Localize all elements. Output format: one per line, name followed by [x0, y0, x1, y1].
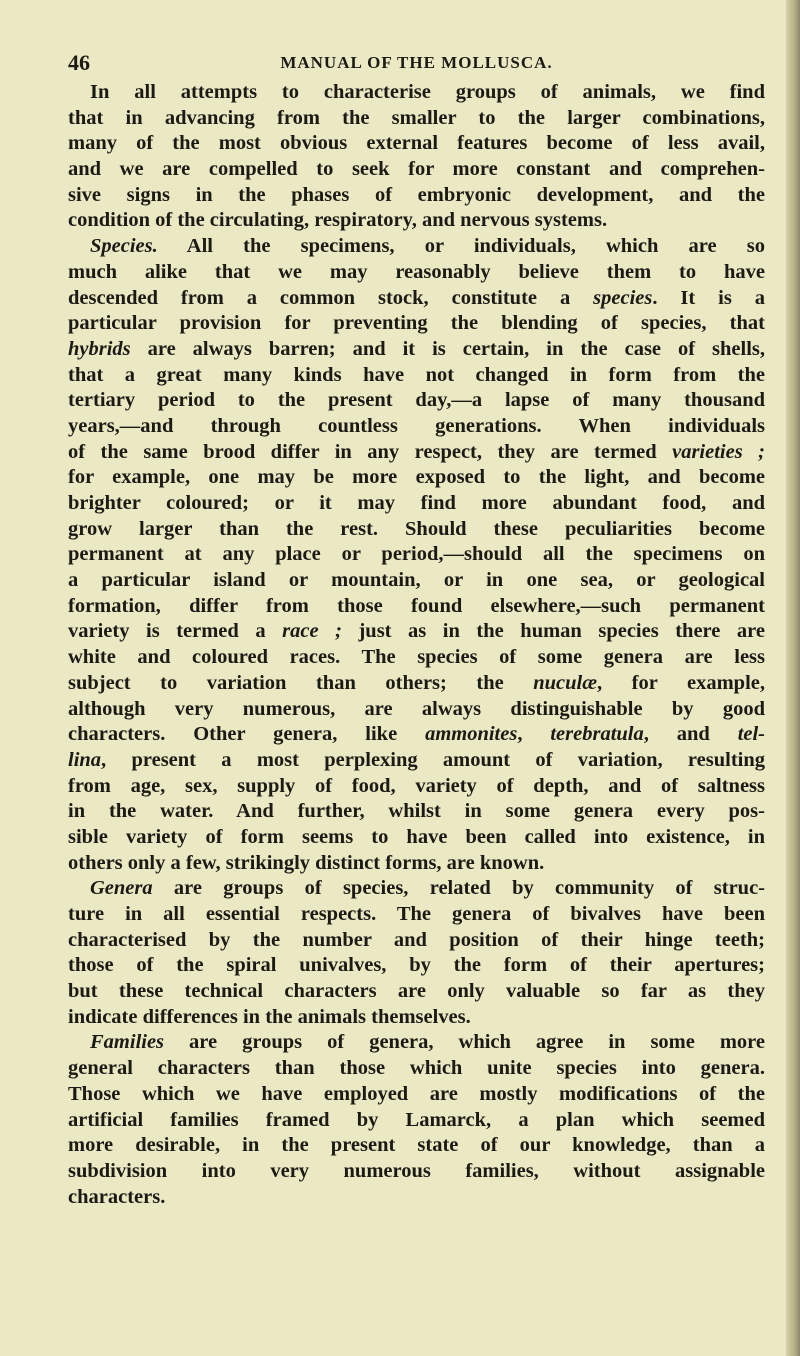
text-line	[68, 388, 765, 414]
text-line	[68, 465, 765, 491]
text-line	[68, 774, 765, 800]
text-segment: others only a few, strikingly distinct forms, are known.	[68, 851, 545, 874]
text-segment: a particular island or mountain, or in one sea, or geological	[68, 569, 765, 592]
italic-term: tel-	[737, 723, 765, 746]
text-segment: characters. Other genera, like	[68, 723, 426, 746]
italic-term: varieties ;	[672, 440, 765, 463]
text-line	[68, 799, 765, 825]
italic-term: terebratula	[550, 723, 644, 746]
text-segment: descended from a common stock, constitute a	[68, 286, 594, 309]
text-segment: are groups of genera, which agree in some more	[164, 1031, 765, 1054]
text-line	[68, 1056, 765, 1082]
text-line	[68, 1030, 765, 1056]
text-segment: that in advancing from the smaller to the larger combinations,	[68, 106, 765, 129]
page-number: 46	[68, 50, 90, 75]
text-segment: indicate differences in the animals themselves.	[68, 1005, 471, 1028]
text-line	[68, 414, 765, 440]
text-segment: although very numerous, are always distinguishable by good	[68, 697, 765, 720]
text-line	[68, 337, 765, 363]
text-segment: , present a most perplexing amount of variation, resulting	[101, 748, 765, 771]
text-segment: white and coloured races. The species of some genera are less	[68, 646, 765, 669]
text-segment: sible variety of form seems to have been called into existence, in	[68, 825, 765, 848]
text-line	[68, 902, 765, 928]
text-line	[68, 979, 765, 1005]
text-segment: those of the spiral univalves, by the form of their apertures;	[68, 954, 765, 977]
text-segment: variety is termed a	[68, 620, 283, 643]
text-segment: sive signs in the phases of embryonic development, and the	[68, 183, 765, 206]
text-segment: more desirable, in the present state of our knowledge, than a	[68, 1134, 765, 1157]
text-segment: , for example,	[597, 671, 765, 694]
text-segment: characters.	[68, 1185, 166, 1208]
italic-term: species	[593, 286, 653, 309]
text-segment: tertiary period to the present day,—a lapse of many thousand	[68, 389, 765, 412]
italic-term: race ;	[282, 620, 342, 643]
text-segment: In all attempts to characterise groups of animals, we find	[90, 81, 765, 103]
text-line	[68, 286, 765, 312]
text-line	[68, 876, 765, 902]
text-line	[68, 594, 765, 620]
text-line	[68, 568, 765, 594]
text-line	[68, 1082, 765, 1108]
running-title: MANUAL OF THE MOLLUSCA.	[280, 53, 553, 72]
text-line	[68, 80, 765, 106]
text-segment: in the water. And further, whilst in some genera every pos-	[68, 800, 765, 823]
text-line	[68, 1005, 765, 1031]
text-segment: that a great many kinds have not changed in form from the	[68, 363, 765, 386]
text-segment: are groups of species, related by community of struc-	[152, 877, 765, 900]
italic-term: Genera	[90, 877, 153, 900]
text-line	[68, 157, 765, 183]
text-segment: for example, one may be more exposed to the light, and become	[68, 466, 765, 489]
page-header	[68, 50, 765, 80]
text-line	[68, 619, 765, 645]
text-segment: much alike that we may reasonably believe them to have	[68, 260, 765, 283]
text-segment: , and	[643, 723, 738, 746]
text-line	[68, 953, 765, 979]
italic-term: ammonites	[425, 723, 518, 746]
text-segment: Those which we have employed are mostly modifications of the	[68, 1082, 765, 1105]
text-line	[68, 131, 765, 157]
text-line	[68, 106, 765, 132]
text-segment: ,	[517, 723, 551, 746]
text-line	[68, 928, 765, 954]
text-segment: artificial families framed by Lamarck, a plan which seemed	[68, 1108, 765, 1131]
text-segment: formation, differ from those found elsewhere,—such permanent	[68, 594, 765, 617]
text-segment: from age, sex, supply of food, variety of depth, and of saltness	[68, 774, 765, 797]
text-line	[68, 748, 765, 774]
text-segment: of the same brood differ in any respect, they are termed	[68, 440, 673, 463]
text-line	[68, 234, 765, 260]
text-segment: particular provision for preventing the blending of species, that	[68, 312, 765, 335]
text-line	[68, 440, 765, 466]
text-line	[68, 722, 765, 748]
italic-term: nuculæ	[533, 671, 598, 694]
text-line	[68, 1159, 765, 1185]
text-line	[68, 311, 765, 337]
text-line	[68, 542, 765, 568]
text-segment: subdivision into very numerous families, without assignable	[68, 1159, 765, 1182]
text-line	[68, 697, 765, 723]
text-line	[68, 208, 765, 234]
text-segment: All the specimens, or individuals, which are so	[157, 235, 765, 258]
text-line	[68, 260, 765, 286]
text-line	[68, 1185, 765, 1211]
text-segment: permanent at any place or period,—should all the specimens on	[68, 543, 765, 566]
text-segment: but these technical characters are only valuable so far as they	[68, 980, 765, 1003]
text-line	[68, 825, 765, 851]
text-line	[68, 1133, 765, 1159]
text-segment: characterised by the number and position of their hinge teeth;	[68, 928, 765, 951]
text-line	[68, 851, 765, 877]
italic-term: lina	[68, 748, 102, 771]
italic-term: Species.	[90, 235, 158, 258]
text-segment: and we are compelled to seek for more constant and comprehen-	[68, 158, 765, 181]
text-segment: ture in all essential respects. The genera of bivalves have been	[68, 903, 765, 925]
text-segment: are always barren; and it is certain, in the case of shells,	[130, 337, 765, 360]
text-segment: years,—and through countless generations. When individuals	[68, 414, 765, 437]
text-segment: brighter coloured; or it may find more abundant food, and	[68, 492, 765, 514]
text-line	[68, 183, 765, 209]
text-segment: . It is a	[652, 286, 765, 309]
text-line	[68, 491, 765, 517]
text-segment: grow larger than the rest. Should these peculiarities become	[68, 517, 765, 540]
text-line	[68, 671, 765, 697]
text-line	[68, 517, 765, 543]
text-segment: many of the most obvious external features become of less avail,	[68, 132, 765, 155]
italic-term: hybrids	[68, 337, 131, 360]
text-segment: condition of the circulating, respiratory, and nervous systems.	[68, 209, 608, 232]
page-edge-shadow	[786, 0, 800, 1356]
body-text	[68, 80, 765, 1210]
text-line	[68, 1108, 765, 1134]
text-segment: just as in the human species there are	[341, 620, 765, 643]
text-line	[68, 645, 765, 671]
text-line	[68, 363, 765, 389]
italic-term: Families	[90, 1031, 165, 1054]
text-segment: general characters than those which unite species into genera.	[68, 1057, 765, 1080]
text-segment: subject to variation than others; the	[68, 671, 534, 694]
